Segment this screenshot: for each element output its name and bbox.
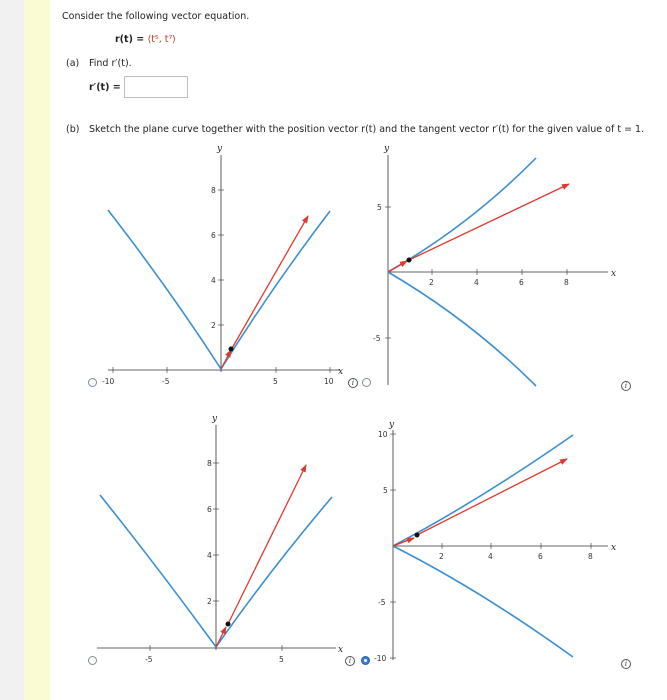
plot-2-xtick: 4	[474, 278, 479, 287]
plot-1-y-label: y	[217, 144, 223, 154]
plot-1-ytick: 4	[211, 276, 216, 285]
plot-3-x-label: x	[338, 645, 344, 655]
plot-1-x-label: x	[338, 367, 344, 377]
plot-4-ytick: 10	[378, 430, 388, 439]
plot-2-ytick: -5	[373, 334, 381, 343]
plot-2-ticks	[385, 207, 567, 338]
plot-1-xtick: -5	[162, 377, 170, 386]
plot-1-ytick: 8	[211, 186, 216, 195]
plot-1-tangent-vector	[231, 216, 308, 350]
option-3-radio[interactable]	[88, 656, 97, 665]
plot-2-xtick: 2	[429, 278, 434, 287]
plot-1-xtick: -10	[102, 377, 115, 386]
plot-3-ytick: 2	[207, 597, 212, 606]
plot-3	[97, 414, 343, 664]
plot-3-point	[226, 622, 231, 627]
part-a-label: (a)	[66, 58, 80, 69]
plot-1-xtick: 5	[273, 377, 278, 386]
plot-3-xtick: 5	[279, 655, 284, 664]
info-icon[interactable]: i	[621, 659, 631, 669]
plot-4-point	[415, 533, 420, 538]
plot-1-xtick: 10	[324, 377, 334, 386]
plot-2-xtick: 8	[564, 278, 569, 287]
plot-4-xtick: 4	[488, 552, 493, 561]
plot-2-ytick: 5	[377, 203, 382, 212]
plot-2-curve-lower	[388, 272, 536, 386]
plot-4-position-vector	[393, 538, 414, 546]
plot-1-ytick: 6	[211, 231, 216, 240]
plot-2-x-label: x	[611, 269, 617, 279]
info-icon[interactable]: i	[621, 381, 631, 391]
plot-4-x-label: x	[611, 543, 617, 553]
plot-3-tangent-vector	[228, 465, 306, 624]
plot-2-point	[407, 258, 412, 263]
info-icon[interactable]: i	[345, 656, 355, 666]
plot-4-y-label: y	[389, 420, 395, 430]
plot-2-curve-upper	[388, 158, 536, 272]
plot-1-point	[229, 347, 234, 352]
plot-3-xtick: -5	[145, 655, 153, 664]
plot-1-curve	[108, 210, 330, 369]
part-a-prompt: Find r′(t).	[89, 58, 132, 69]
plot-4-xtick: 8	[588, 552, 593, 561]
plot-4-xtick: 2	[439, 552, 444, 561]
part-a-answer-label: r′(t) =	[89, 82, 121, 93]
plot-4-xtick: 6	[538, 552, 543, 561]
plot-4-curve-upper	[393, 435, 573, 546]
plot-2-tangent-vector	[409, 184, 569, 260]
plot-4-ytick: -10	[374, 654, 387, 663]
plot-3-ytick: 4	[207, 551, 212, 560]
plot-4-tangent-vector	[417, 459, 567, 535]
plot-4	[374, 420, 616, 663]
plot-4-curve-lower	[393, 546, 573, 657]
plot-4-ytick: 5	[383, 486, 388, 495]
plot-3-y-label: y	[212, 414, 218, 424]
plot-2-xtick: 6	[519, 278, 524, 287]
part-b-label: (b)	[66, 124, 80, 135]
plot-1-ytick: 2	[211, 321, 216, 330]
plot-3-position-vector	[216, 627, 226, 647]
plot-1-ticks	[113, 190, 330, 373]
plot-2	[373, 144, 616, 386]
plot-3-ytick: 6	[207, 505, 212, 514]
question-intro: Consider the following vector equation.	[62, 11, 250, 22]
option-4-radio[interactable]	[361, 656, 370, 665]
equation-lhs: r(t) =	[115, 34, 148, 45]
plot-1-position-vector	[221, 350, 231, 369]
option-1-radio[interactable]	[88, 378, 97, 387]
part-b-prompt: Sketch the plane curve together with the position vector r(t) and the tangent vector r′(t) for the given value of t = 1.	[89, 124, 645, 135]
equation-rhs: ⟨t⁵, t⁷⟩	[147, 34, 177, 45]
plot-3-ytick: 8	[207, 459, 212, 468]
plot-1	[102, 144, 343, 386]
option-2-radio[interactable]	[362, 378, 371, 387]
plot-4-ytick: -5	[378, 598, 386, 607]
plot-2-position-vector	[388, 261, 407, 272]
plot-2-y-label: y	[384, 144, 390, 154]
info-icon[interactable]: i	[348, 378, 358, 388]
